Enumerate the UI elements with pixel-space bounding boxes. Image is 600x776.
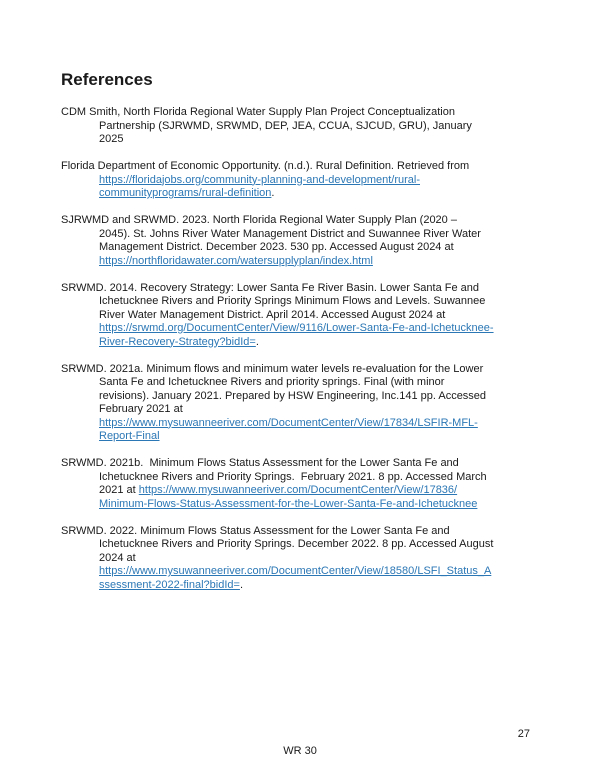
reference-line <box>61 282 543 296</box>
reference-line <box>61 255 543 269</box>
reference-line <box>61 214 543 228</box>
reference-text: February 2021 at <box>99 403 183 415</box>
reference-line <box>61 579 543 593</box>
reference-line <box>61 120 543 134</box>
reference-text: 2021 at <box>99 484 139 496</box>
reference-text: 2025 <box>99 133 124 145</box>
reference-line <box>61 309 543 323</box>
reference-line <box>61 457 543 471</box>
reference-entry <box>61 457 543 511</box>
reference-line <box>61 376 543 390</box>
reference-line <box>61 133 543 147</box>
reference-text: . <box>255 335 259 348</box>
reference-text: SRWMD. 2022. Minimum Flows Status Assessment for the Lower Santa Fe and <box>61 524 450 537</box>
reference-link[interactable]: https://www.mysuwanneeriver.com/DocumentCenter/View/17834/LSFIR-MFL- <box>99 416 478 429</box>
reference-entry <box>61 363 543 444</box>
page-title: References <box>61 70 153 89</box>
reference-text: . <box>239 578 244 591</box>
reference-link[interactable]: https://northfloridawater.com/watersupplyplan/index.html <box>99 254 373 267</box>
reference-text: SRWMD. 2021b. Minimum Flows Status Assessment for the Lower Santa Fe and <box>61 457 459 469</box>
reference-link[interactable]: https://floridajobs.org/community-planning-and-development/rural- <box>99 173 420 186</box>
reference-line <box>61 106 543 120</box>
reference-text: Santa Fe and Ichetucknee Rivers and priority springs. Final (with minor <box>99 376 445 388</box>
reference-line <box>61 174 543 188</box>
reference-entry <box>61 282 543 350</box>
reference-text: 2045). St. Johns River Water Management District and Suwannee River Water <box>99 227 481 240</box>
reference-line <box>61 498 543 512</box>
reference-link[interactable]: communityprograms/rural-definition <box>99 187 272 199</box>
doc-code: WR 30 <box>283 745 317 757</box>
reference-link[interactable]: Report-Final <box>99 430 160 442</box>
reference-line <box>61 228 543 242</box>
reference-link[interactable]: https://www.mysuwanneeriver.com/DocumentCenter/View/17836/ <box>138 484 458 496</box>
reference-link[interactable]: River-Recovery-Strategy?bidId= <box>99 335 256 348</box>
reference-line <box>61 390 543 404</box>
reference-line <box>61 430 543 444</box>
reference-text: 2024 at <box>99 551 136 564</box>
reference-line <box>61 160 543 174</box>
reference-entry <box>61 214 543 268</box>
reference-entry <box>61 525 543 593</box>
reference-link[interactable]: ssessment-2022-final?bidId= <box>99 578 240 591</box>
reference-entry <box>61 160 543 201</box>
reference-line <box>61 187 543 201</box>
reference-text: SJRWMD and SRWMD. 2023. North Florida Regional Water Supply Plan (2020 – <box>61 214 457 226</box>
reference-text: revisions). January 2021. Prepared by HSW Engineering, Inc.141 pp. Accessed <box>99 389 487 402</box>
reference-text: . <box>271 187 275 199</box>
reference-line <box>61 363 543 377</box>
reference-text: Ichetucknee Rivers and Priority Springs Minimum Flows and Levels. Suwannee <box>99 295 486 307</box>
reference-line <box>61 336 543 350</box>
reference-link[interactable]: Minimum-Flows-Status-Assessment-for-the-Lower-Santa-Fe-and-Ichetucknee <box>99 497 478 510</box>
reference-line <box>61 322 543 336</box>
reference-line <box>61 525 543 539</box>
reference-line <box>61 484 543 498</box>
reference-line <box>61 295 543 309</box>
reference-line <box>61 417 543 431</box>
reference-link[interactable]: https://www.mysuwanneeriver.com/DocumentCenter/View/18580/LSFI_Status_A <box>99 565 492 577</box>
reference-text: Ichetucknee Rivers and Priority Springs. December 2022. 8 pp. Accessed August <box>99 538 494 550</box>
reference-text: Ichetucknee Rivers and Priority Springs. February 2021. 8 pp. Accessed March <box>99 470 487 483</box>
reference-line <box>61 471 543 485</box>
reference-line <box>61 565 543 579</box>
document-body <box>61 70 543 606</box>
references-list <box>61 106 543 592</box>
reference-text: Management District. December 2023. 530 pp. Accessed August 2024 at <box>99 241 454 253</box>
reference-line <box>61 538 543 552</box>
reference-link[interactable]: https://srwmd.org/DocumentCenter/View/9116/Lower-Santa-Fe-and-Ichetucknee- <box>99 322 494 334</box>
reference-text: River Water Management District. April 2014. Accessed August 2024 at <box>99 308 446 321</box>
reference-text: SRWMD. 2014. Recovery Strategy: Lower Santa Fe River Basin. Lower Santa Fe and <box>61 281 479 294</box>
page-number: 27 <box>517 728 530 740</box>
reference-entry <box>61 106 543 147</box>
reference-text: SRWMD. 2021a. Minimum flows and minimum water levels re-evaluation for the Lower <box>61 362 484 375</box>
reference-line <box>61 241 543 255</box>
reference-text: Florida Department of Economic Opportunity. (n.d.). Rural Definition. Retrieved from <box>61 160 470 172</box>
reference-line <box>61 403 543 417</box>
reference-text: Partnership (SJRWMD, SRWMD, DEP, JEA, CCUA, SJCUD, GRU), January <box>99 119 472 132</box>
reference-text: CDM Smith, North Florida Regional Water Supply Plan Project Conceptualization <box>61 106 455 118</box>
reference-line <box>61 552 543 566</box>
